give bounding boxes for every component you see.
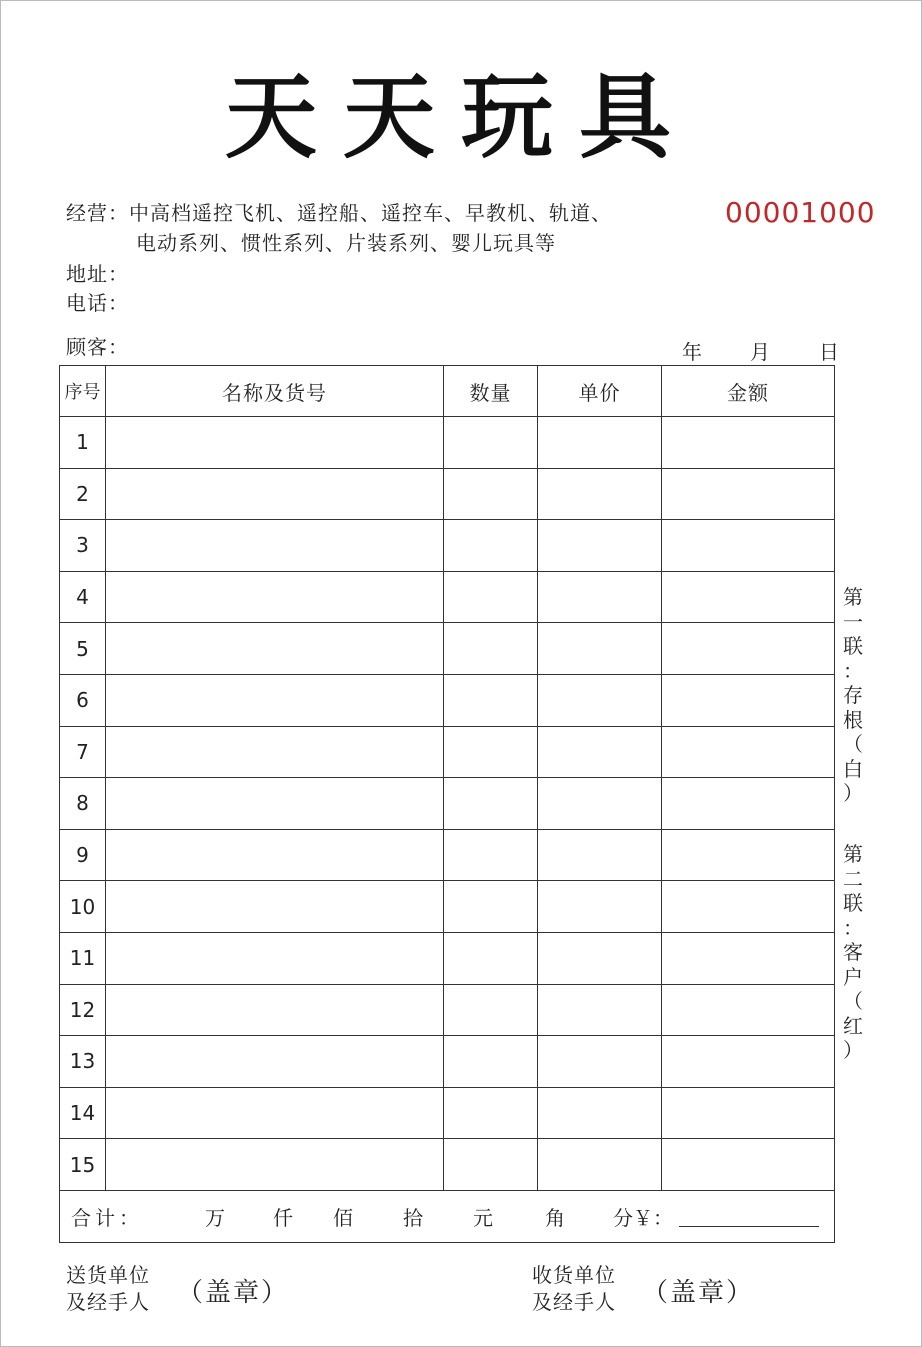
- table-row: [60, 778, 835, 830]
- unit-fen: 分: [613, 1205, 633, 1230]
- date-year-label: 年: [682, 340, 702, 364]
- table-row: [60, 417, 835, 469]
- copy-one-char: 一: [843, 609, 863, 634]
- table-row: [60, 1087, 835, 1139]
- table-row: [60, 984, 835, 1036]
- header-unit-price: 单价: [538, 366, 662, 417]
- unit-shi: 拾: [403, 1205, 423, 1230]
- page-title: 天天玩具: [224, 64, 697, 171]
- row-amount[interactable]: [662, 932, 835, 984]
- copy-one-char: ）: [843, 781, 863, 805]
- row-amount[interactable]: [662, 571, 835, 623]
- business-scope-line1: 经营：中高档遥控飞机、遥控船、遥控车、早教机、轨道、: [66, 201, 612, 225]
- date-month-label: 月: [750, 340, 770, 364]
- table-row: [60, 1036, 835, 1088]
- row-amount[interactable]: [662, 1087, 835, 1139]
- copy-one-char: ：: [843, 658, 863, 683]
- table-row: [60, 1139, 835, 1191]
- row-unit-price[interactable]: [538, 468, 662, 520]
- copy-two-char: ）: [843, 1038, 863, 1062]
- row-amount[interactable]: [662, 417, 835, 469]
- row-item-name[interactable]: [106, 417, 444, 469]
- copy-two-char: （: [843, 989, 863, 1013]
- row-item-name[interactable]: [106, 1087, 444, 1139]
- row-unit-price[interactable]: [538, 674, 662, 726]
- row-index: 13: [60, 1036, 106, 1088]
- row-unit-price[interactable]: [538, 1036, 662, 1088]
- row-index: 8: [60, 778, 106, 830]
- row-unit-price[interactable]: [538, 726, 662, 778]
- currency-label: ￥：: [633, 1205, 673, 1230]
- address-label: 地址：: [66, 262, 129, 286]
- row-index: 14: [60, 1087, 106, 1139]
- serial-number: 00001000: [725, 196, 876, 229]
- row-index: 9: [60, 829, 106, 881]
- row-quantity[interactable]: [444, 1087, 538, 1139]
- row-quantity[interactable]: [444, 417, 538, 469]
- header-quantity: 数量: [444, 366, 538, 417]
- row-quantity[interactable]: [444, 778, 538, 830]
- row-quantity[interactable]: [444, 932, 538, 984]
- sender-line1: 送货单位: [66, 1263, 150, 1287]
- row-unit-price[interactable]: [538, 623, 662, 675]
- copy-two-char: 红: [843, 1013, 863, 1038]
- business-scope-line2: 电动系列、惯性系列、片装系列、婴儿玩具等: [136, 231, 556, 255]
- copy-one-char: 存: [843, 683, 863, 707]
- row-item-name[interactable]: [106, 932, 444, 984]
- row-unit-price[interactable]: [538, 571, 662, 623]
- row-quantity[interactable]: [444, 1139, 538, 1191]
- table-row: [60, 726, 835, 778]
- table-row: [60, 571, 835, 623]
- receiver-line2: 及经手人: [532, 1290, 616, 1314]
- unit-qian: 仟: [273, 1205, 293, 1230]
- copy-two-char: 第: [843, 842, 863, 866]
- total-cell: [60, 1190, 835, 1242]
- total-row: [60, 1190, 835, 1242]
- row-amount[interactable]: [662, 829, 835, 881]
- row-item-name[interactable]: [106, 1036, 444, 1088]
- row-index: 5: [60, 623, 106, 675]
- row-quantity[interactable]: [444, 829, 538, 881]
- copy-two-char: ：: [843, 915, 863, 940]
- unit-wan: 万: [205, 1205, 225, 1230]
- receiver-line1: 收货单位: [532, 1263, 616, 1287]
- header-item-name: 名称及货号: [106, 366, 444, 417]
- row-amount[interactable]: [662, 1139, 835, 1191]
- row-item-name[interactable]: [106, 1139, 444, 1191]
- row-unit-price[interactable]: [538, 1139, 662, 1191]
- row-quantity[interactable]: [444, 468, 538, 520]
- row-quantity[interactable]: [444, 984, 538, 1036]
- row-unit-price[interactable]: [538, 881, 662, 933]
- items-table: [59, 365, 835, 1243]
- row-quantity[interactable]: [444, 674, 538, 726]
- unit-bai: 佰: [333, 1205, 353, 1230]
- row-item-name[interactable]: [106, 520, 444, 572]
- copy-one-char: 联: [843, 634, 863, 658]
- sender-stamp: （盖章）: [177, 1278, 290, 1308]
- row-amount[interactable]: [662, 726, 835, 778]
- table-header-row: [60, 366, 835, 417]
- copy-one-char: 第: [843, 585, 863, 609]
- row-amount[interactable]: [662, 881, 835, 933]
- row-index: 15: [60, 1139, 106, 1191]
- row-index: 7: [60, 726, 106, 778]
- row-quantity[interactable]: [444, 571, 538, 623]
- copy-two-char: 二: [843, 866, 863, 891]
- copy-two-char: 户: [843, 964, 863, 989]
- row-amount[interactable]: [662, 984, 835, 1036]
- table-row: [60, 932, 835, 984]
- row-quantity[interactable]: [444, 726, 538, 778]
- copy-two-char: 客: [843, 940, 863, 964]
- row-index: 3: [60, 520, 106, 572]
- row-amount[interactable]: [662, 674, 835, 726]
- receiver-stamp: （盖章）: [642, 1278, 755, 1308]
- copy-one-label: [841, 585, 865, 806]
- table-row: [60, 520, 835, 572]
- copy-one-char: （: [843, 732, 863, 756]
- row-unit-price[interactable]: [538, 1087, 662, 1139]
- row-item-name[interactable]: [106, 829, 444, 881]
- row-amount[interactable]: [662, 778, 835, 830]
- row-item-name[interactable]: [106, 674, 444, 726]
- header-amount: 金额: [662, 366, 835, 417]
- row-quantity[interactable]: [444, 881, 538, 933]
- row-index: 12: [60, 984, 106, 1036]
- table-row: [60, 468, 835, 520]
- table-row: [60, 623, 835, 675]
- row-index: 6: [60, 674, 106, 726]
- copy-one-char: 根: [843, 707, 863, 732]
- sender-block: [66, 1262, 150, 1316]
- row-item-name[interactable]: [106, 984, 444, 1036]
- row-amount[interactable]: [662, 623, 835, 675]
- row-quantity[interactable]: [444, 623, 538, 675]
- row-amount[interactable]: [662, 468, 835, 520]
- row-unit-price[interactable]: [538, 829, 662, 881]
- row-item-name[interactable]: [106, 726, 444, 778]
- row-index: 4: [60, 571, 106, 623]
- unit-yuan: 元: [473, 1205, 493, 1230]
- row-unit-price[interactable]: [538, 520, 662, 572]
- row-item-name[interactable]: [106, 623, 444, 675]
- row-index: 1: [60, 417, 106, 469]
- date-day-label: 日: [819, 340, 839, 364]
- row-unit-price[interactable]: [538, 932, 662, 984]
- receiver-block: [532, 1262, 616, 1316]
- row-index: 11: [60, 932, 106, 984]
- unit-jiao: 角: [545, 1205, 565, 1230]
- copy-one-char: 白: [843, 756, 863, 781]
- header-index: 序号: [60, 366, 106, 417]
- row-amount[interactable]: [662, 520, 835, 572]
- row-unit-price[interactable]: [538, 417, 662, 469]
- row-quantity[interactable]: [444, 520, 538, 572]
- row-amount[interactable]: [662, 1036, 835, 1088]
- total-label: 合计：: [71, 1205, 143, 1230]
- total-amount-field[interactable]: [679, 1206, 819, 1227]
- row-unit-price[interactable]: [538, 984, 662, 1036]
- row-index: 2: [60, 468, 106, 520]
- row-unit-price[interactable]: [538, 778, 662, 830]
- table-row: [60, 829, 835, 881]
- phone-label: 电话：: [66, 291, 129, 315]
- table-row: [60, 674, 835, 726]
- table-row: [60, 881, 835, 933]
- copy-two-char: 联: [843, 891, 863, 915]
- row-index: 10: [60, 881, 106, 933]
- row-quantity[interactable]: [444, 1036, 538, 1088]
- row-item-name[interactable]: [106, 778, 444, 830]
- row-item-name[interactable]: [106, 571, 444, 623]
- row-item-name[interactable]: [106, 881, 444, 933]
- customer-label: 顾客：: [66, 335, 129, 359]
- copy-two-label: [841, 842, 865, 1063]
- row-item-name[interactable]: [106, 468, 444, 520]
- sender-line2: 及经手人: [66, 1290, 150, 1314]
